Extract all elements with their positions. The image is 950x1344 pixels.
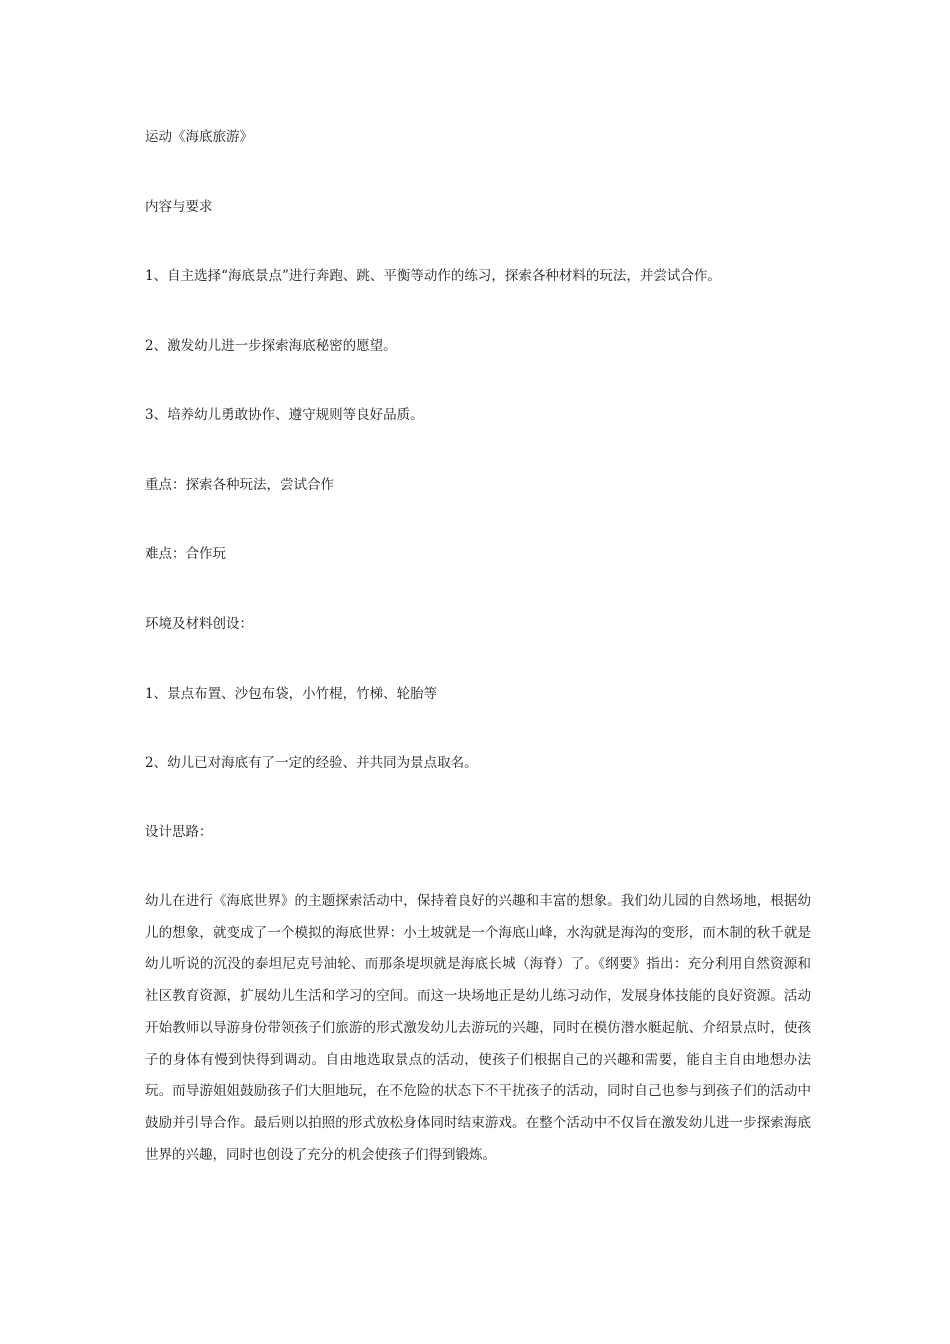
goal-item-3: 3、培养幼儿勇敢协作、遵守规则等良好品质。 — [145, 407, 424, 423]
environment-heading: 环境及材料创设： — [145, 616, 253, 632]
design-heading: 设计思路： — [145, 824, 213, 840]
design-paragraph: 幼儿在进行《海底世界》的主题探索活动中，保持着良好的兴趣和丰富的想象。我们幼儿园的自然场地，根据幼儿的想象，就变成了一个模拟的海底世界：小土坡就是一个海底山峰，水沟就是海沟的变形，而木制的秋千就是幼儿听说的沉没的泰坦尼克号油轮、而那条堤坝就是海底长城（海脊）了。《纲要》指出：充分利用自然资源和社区教育资源，扩展幼儿生活和学习的空间。而这一块场地正是幼儿练习动作，发展身体技能的良好资源。活动开始教师以导游身份带领孩子们旅游的形式激发幼儿去游玩的兴趣，同时在模仿潜水艇起航、介绍景点时，使孩子的身体有慢到快得到调动。自由地选取景点的活动，使孩子们根据自己的兴趣和需要，能自主自由地想办法玩。而导游姐姐鼓励孩子们大胆地玩，在不危险的状态下不干扰孩子的活动，同时自己也参与到孩子们的活动中鼓励并引导合作。最后则以拍照的形式放松身体同时结束游戏。在整个活动中不仅旨在激发幼儿进一步探索海底世界的兴趣，同时也创设了充分的机会使孩子们得到锻炼。 — [145, 893, 811, 1163]
material-item-2: 2、幼儿已对海底有了一定的经验、并共同为景点取名。 — [145, 755, 478, 771]
difficulty: 难点：合作玩 — [145, 546, 226, 562]
goal-item-1: 1、自主选择“海底景点”进行奔跑、跳、平衡等动作的练习，探索各种材料的玩法，并尝试合作。 — [145, 268, 721, 284]
goal-item-2: 2、激发幼儿进一步探索海底秘密的愿望。 — [145, 338, 397, 354]
material-item-1: 1、景点布置、沙包布袋，小竹棍，竹梯、轮胎等 — [145, 686, 438, 702]
key-point: 重点：探索各种玩法，尝试合作 — [145, 477, 334, 493]
document-title: 运动《海底旅游》 — [145, 129, 253, 145]
content-requirements-heading: 内容与要求 — [145, 199, 213, 215]
